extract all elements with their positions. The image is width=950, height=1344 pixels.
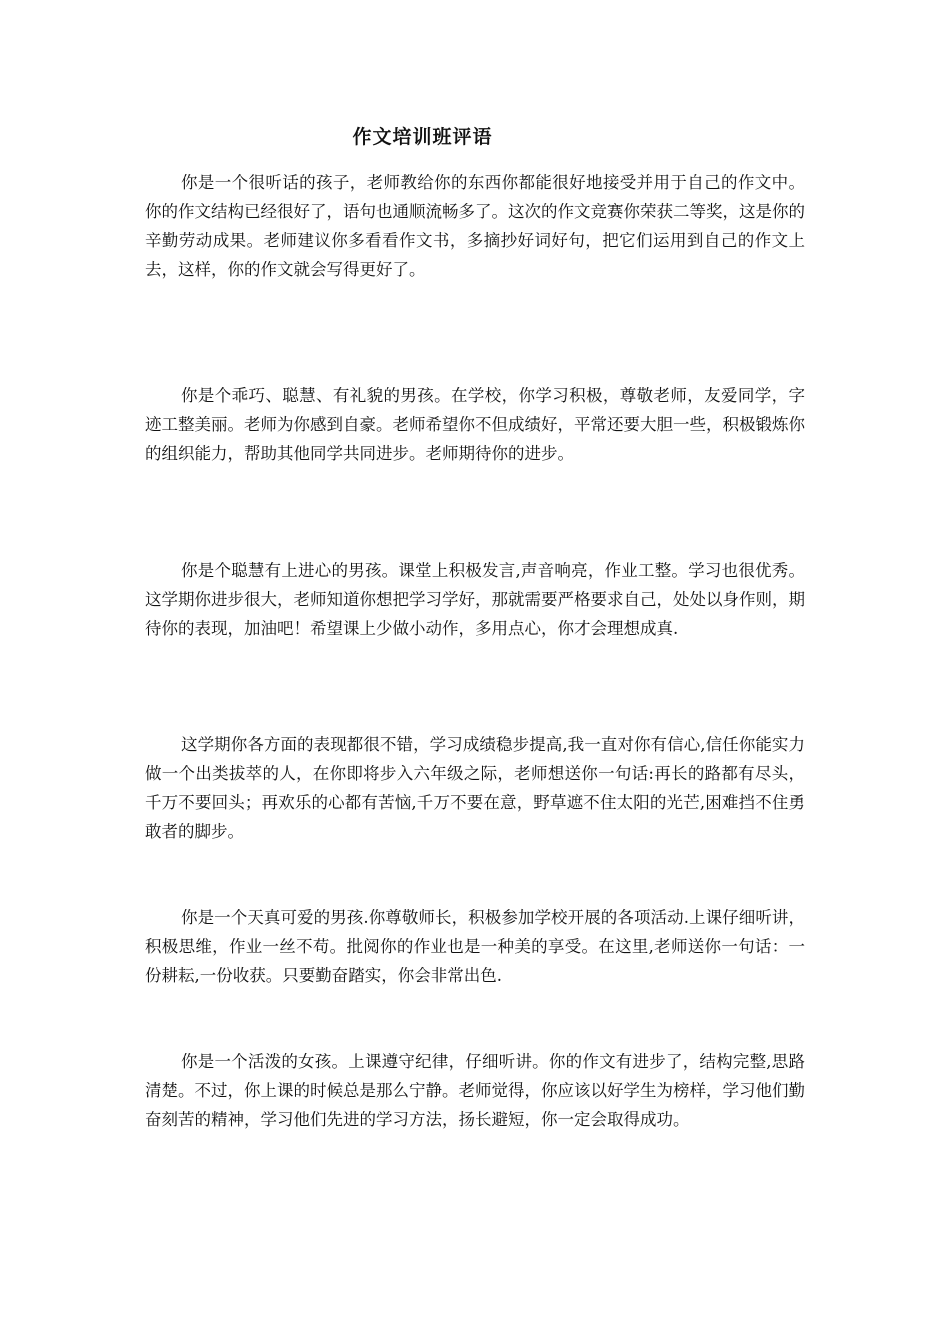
comment-paragraph-3: 你是个聪慧有上进心的男孩。课堂上积极发言,声音响亮，作业工整。学习也很优秀。这学期你进步很大，老师知道你想把学习学好，那就需要严格要求自己，处处以身作则，期待你的表现，加油吧！希望课上少做小动作，多用点心，你才会理想成真.	[145, 561, 805, 638]
document-title: 作文培训班评语	[352, 126, 493, 148]
comment-paragraph-2: 你是个乖巧、聪慧、有礼貌的男孩。在学校，你学习积极，尊敬老师，友爱同学，字迹工整美丽。老师为你感到自豪。老师希望你不但成绩好，平常还要大胆一些，积极锻炼你的组织能力，帮助其他同学共同进步。老师期待你的进步。	[145, 386, 805, 463]
comment-paragraph-5: 你是一个天真可爱的男孩.你尊敬师长，积极参加学校开展的各项活动.上课仔细听讲，积极思维，作业一丝不苟。批阅你的作业也是一种美的享受。在这里,老师送你一句话：一份耕耘,一份收获。只要勤奋踏实，你会非常出色.	[145, 908, 805, 985]
comment-paragraph-4: 这学期你各方面的表现都很不错，学习成绩稳步提高,我一直对你有信心,信任你能实力做一个出类拔萃的人，在你即将步入六年级之际，老师想送你一句话:再长的路都有尽头，千万不要回头；再欢乐的心都有苦恼,千万不要在意，野草遮不住太阳的光芒,困难挡不住勇敢者的脚步。	[145, 735, 805, 841]
comment-paragraph-1: 你是一个很听话的孩子，老师教给你的东西你都能很好地接受并用于自己的作文中。你的作文结构已经很好了，语句也通顺流畅多了。这次的作文竞赛你荣获二等奖，这是你的辛勤劳动成果。老师建议你多看看作文书，多摘抄好词好句，把它们运用到自己的作文上去，这样，你的作文就会写得更好了。	[145, 173, 805, 279]
comment-paragraph-6: 你是一个活泼的女孩。上课遵守纪律，仔细听讲。你的作文有进步了，结构完整,思路清楚。不过，你上课的时候总是那么宁静。老师觉得，你应该以好学生为榜样，学习他们勤奋刻苦的精神，学习他们先进的学习方法，扬长避短，你一定会取得成功。	[145, 1052, 805, 1129]
